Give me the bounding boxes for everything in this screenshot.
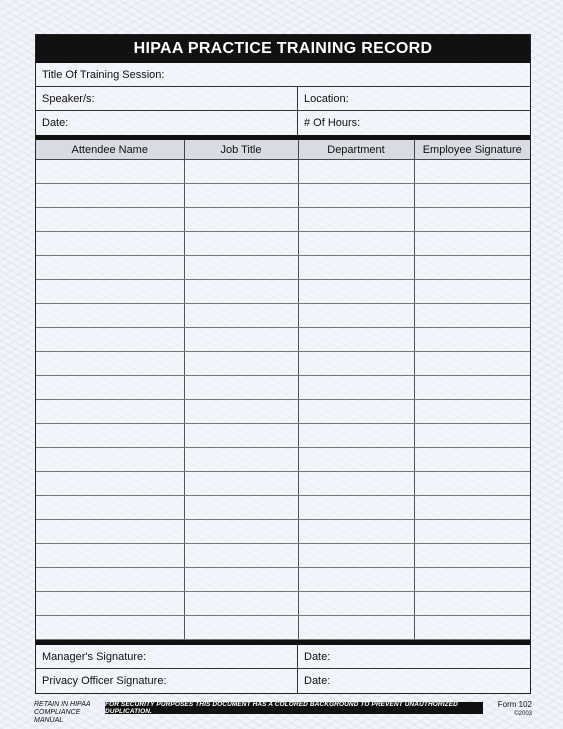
column-header-employee-signature: Employee Signature [414, 140, 530, 160]
table-cell[interactable] [298, 424, 414, 448]
table-cell[interactable] [414, 400, 530, 424]
table-cell[interactable] [298, 568, 414, 592]
table-header-row [36, 140, 530, 160]
table-cell[interactable] [298, 448, 414, 472]
copyright: ©2003 [514, 711, 532, 717]
table-cell[interactable] [184, 544, 298, 568]
manager-signature-row [36, 645, 530, 669]
column-header-department: Department [298, 140, 414, 160]
table-cell[interactable] [414, 424, 530, 448]
table-row [36, 256, 530, 280]
table-row [36, 496, 530, 520]
table-row [36, 568, 530, 592]
table-row [36, 448, 530, 472]
form-info [496, 700, 532, 717]
table-cell[interactable] [414, 520, 530, 544]
training-session-field[interactable]: Title Of Training Session: [42, 68, 165, 81]
table-row [36, 280, 530, 304]
table-row [36, 400, 530, 424]
column-header-attendee-name: Attendee Name [36, 140, 184, 160]
table-cell[interactable] [36, 208, 184, 232]
privacy-officer-signature-row [36, 669, 530, 693]
table-row [36, 328, 530, 352]
table-cell[interactable] [184, 496, 298, 520]
column-header-job-title: Job Title [184, 140, 298, 160]
table-cell[interactable] [184, 304, 298, 328]
table-cell[interactable] [36, 472, 184, 496]
table-cell[interactable] [298, 400, 414, 424]
table-cell[interactable] [36, 616, 184, 640]
table-cell[interactable] [184, 472, 298, 496]
table-cell[interactable] [414, 472, 530, 496]
table-cell[interactable] [36, 160, 184, 184]
table-row [36, 544, 530, 568]
table-cell[interactable] [36, 544, 184, 568]
retain-note: RETAIN IN HIPAA COMPLIANCE MANUAL [34, 701, 91, 724]
table-cell[interactable] [298, 592, 414, 616]
table-cell[interactable] [184, 208, 298, 232]
date-hours-row [36, 111, 530, 135]
table-row [36, 184, 530, 208]
table-cell[interactable] [184, 592, 298, 616]
table-cell[interactable] [414, 448, 530, 472]
table-cell[interactable] [36, 280, 184, 304]
manager-date-field[interactable]: Date: [304, 650, 331, 663]
table-cell[interactable] [184, 160, 298, 184]
table-row [36, 472, 530, 496]
manager-signature-field[interactable]: Manager's Signature: [36, 645, 298, 668]
table-cell[interactable] [414, 304, 530, 328]
table-cell[interactable] [36, 376, 184, 400]
table-row [36, 208, 530, 232]
table-cell[interactable] [36, 496, 184, 520]
location-field[interactable]: Location: [304, 92, 349, 105]
table-row [36, 160, 530, 184]
hours-field[interactable]: # Of Hours: [304, 117, 361, 129]
table-cell[interactable] [298, 160, 414, 184]
privacy-officer-date-field[interactable]: Date: [304, 675, 331, 687]
table-cell[interactable] [298, 616, 414, 640]
table-cell[interactable] [184, 616, 298, 640]
table-cell[interactable] [414, 280, 530, 304]
table-cell[interactable] [36, 568, 184, 592]
table-row [36, 592, 530, 616]
table-row [36, 520, 530, 544]
table-cell[interactable] [298, 208, 414, 232]
table-cell[interactable] [414, 328, 530, 352]
table-cell[interactable] [414, 616, 530, 640]
table-cell[interactable] [414, 184, 530, 208]
table-cell[interactable] [298, 352, 414, 376]
table-cell[interactable] [184, 424, 298, 448]
table-row [36, 352, 530, 376]
table-row [36, 232, 530, 256]
table-cell[interactable] [36, 592, 184, 616]
table-cell[interactable] [184, 352, 298, 376]
table-cell[interactable] [414, 544, 530, 568]
table-cell[interactable] [184, 520, 298, 544]
table-cell[interactable] [184, 376, 298, 400]
table-cell[interactable] [184, 256, 298, 280]
form-number: Form 102 [497, 700, 532, 709]
table-cell[interactable] [298, 496, 414, 520]
attendee-table [36, 140, 530, 640]
table-cell[interactable] [36, 232, 184, 256]
speakers-field[interactable]: Speaker/s: [36, 87, 298, 110]
training-session-row [36, 63, 530, 87]
table-cell[interactable] [298, 232, 414, 256]
table-row [36, 616, 530, 640]
table-cell[interactable] [184, 400, 298, 424]
table-cell[interactable] [414, 208, 530, 232]
table-cell[interactable] [298, 544, 414, 568]
table-cell[interactable] [298, 304, 414, 328]
table-cell[interactable] [36, 400, 184, 424]
table-cell[interactable] [414, 592, 530, 616]
table-cell[interactable] [414, 256, 530, 280]
privacy-officer-signature-field[interactable]: Privacy Officer Signature: [36, 669, 298, 693]
table-cell[interactable] [414, 568, 530, 592]
table-cell[interactable] [414, 232, 530, 256]
table-cell[interactable] [36, 256, 184, 280]
table-cell[interactable] [298, 280, 414, 304]
table-row [36, 376, 530, 400]
table-cell[interactable] [298, 472, 414, 496]
table-cell[interactable] [184, 280, 298, 304]
speakers-location-row [36, 87, 530, 111]
table-cell[interactable] [184, 448, 298, 472]
table-cell[interactable] [36, 520, 184, 544]
table-cell[interactable] [414, 160, 530, 184]
table-cell[interactable] [184, 328, 298, 352]
table-cell[interactable] [298, 328, 414, 352]
date-field[interactable]: Date: [36, 111, 298, 135]
training-record-form [35, 34, 531, 694]
table-cell[interactable] [298, 520, 414, 544]
table-cell[interactable] [414, 352, 530, 376]
table-cell[interactable] [184, 184, 298, 208]
table-cell[interactable] [36, 304, 184, 328]
table-cell[interactable] [298, 184, 414, 208]
table-cell[interactable] [36, 328, 184, 352]
table-cell[interactable] [36, 424, 184, 448]
form-title: HIPAA PRACTICE TRAINING RECORD [36, 35, 530, 63]
table-cell[interactable] [184, 232, 298, 256]
table-cell[interactable] [36, 352, 184, 376]
table-cell[interactable] [298, 376, 414, 400]
table-row [36, 304, 530, 328]
table-cell[interactable] [184, 568, 298, 592]
table-cell[interactable] [36, 448, 184, 472]
table-cell[interactable] [414, 376, 530, 400]
security-notice: FOR SECURITY PURPOSES THIS DOCUMENT HAS A COLORED BACKGROUND TO PREVENT UNAUTHORIZED DUPLICATION. [105, 702, 483, 714]
table-cell[interactable] [414, 496, 530, 520]
table-row [36, 424, 530, 448]
table-cell[interactable] [298, 256, 414, 280]
table-cell[interactable] [36, 184, 184, 208]
